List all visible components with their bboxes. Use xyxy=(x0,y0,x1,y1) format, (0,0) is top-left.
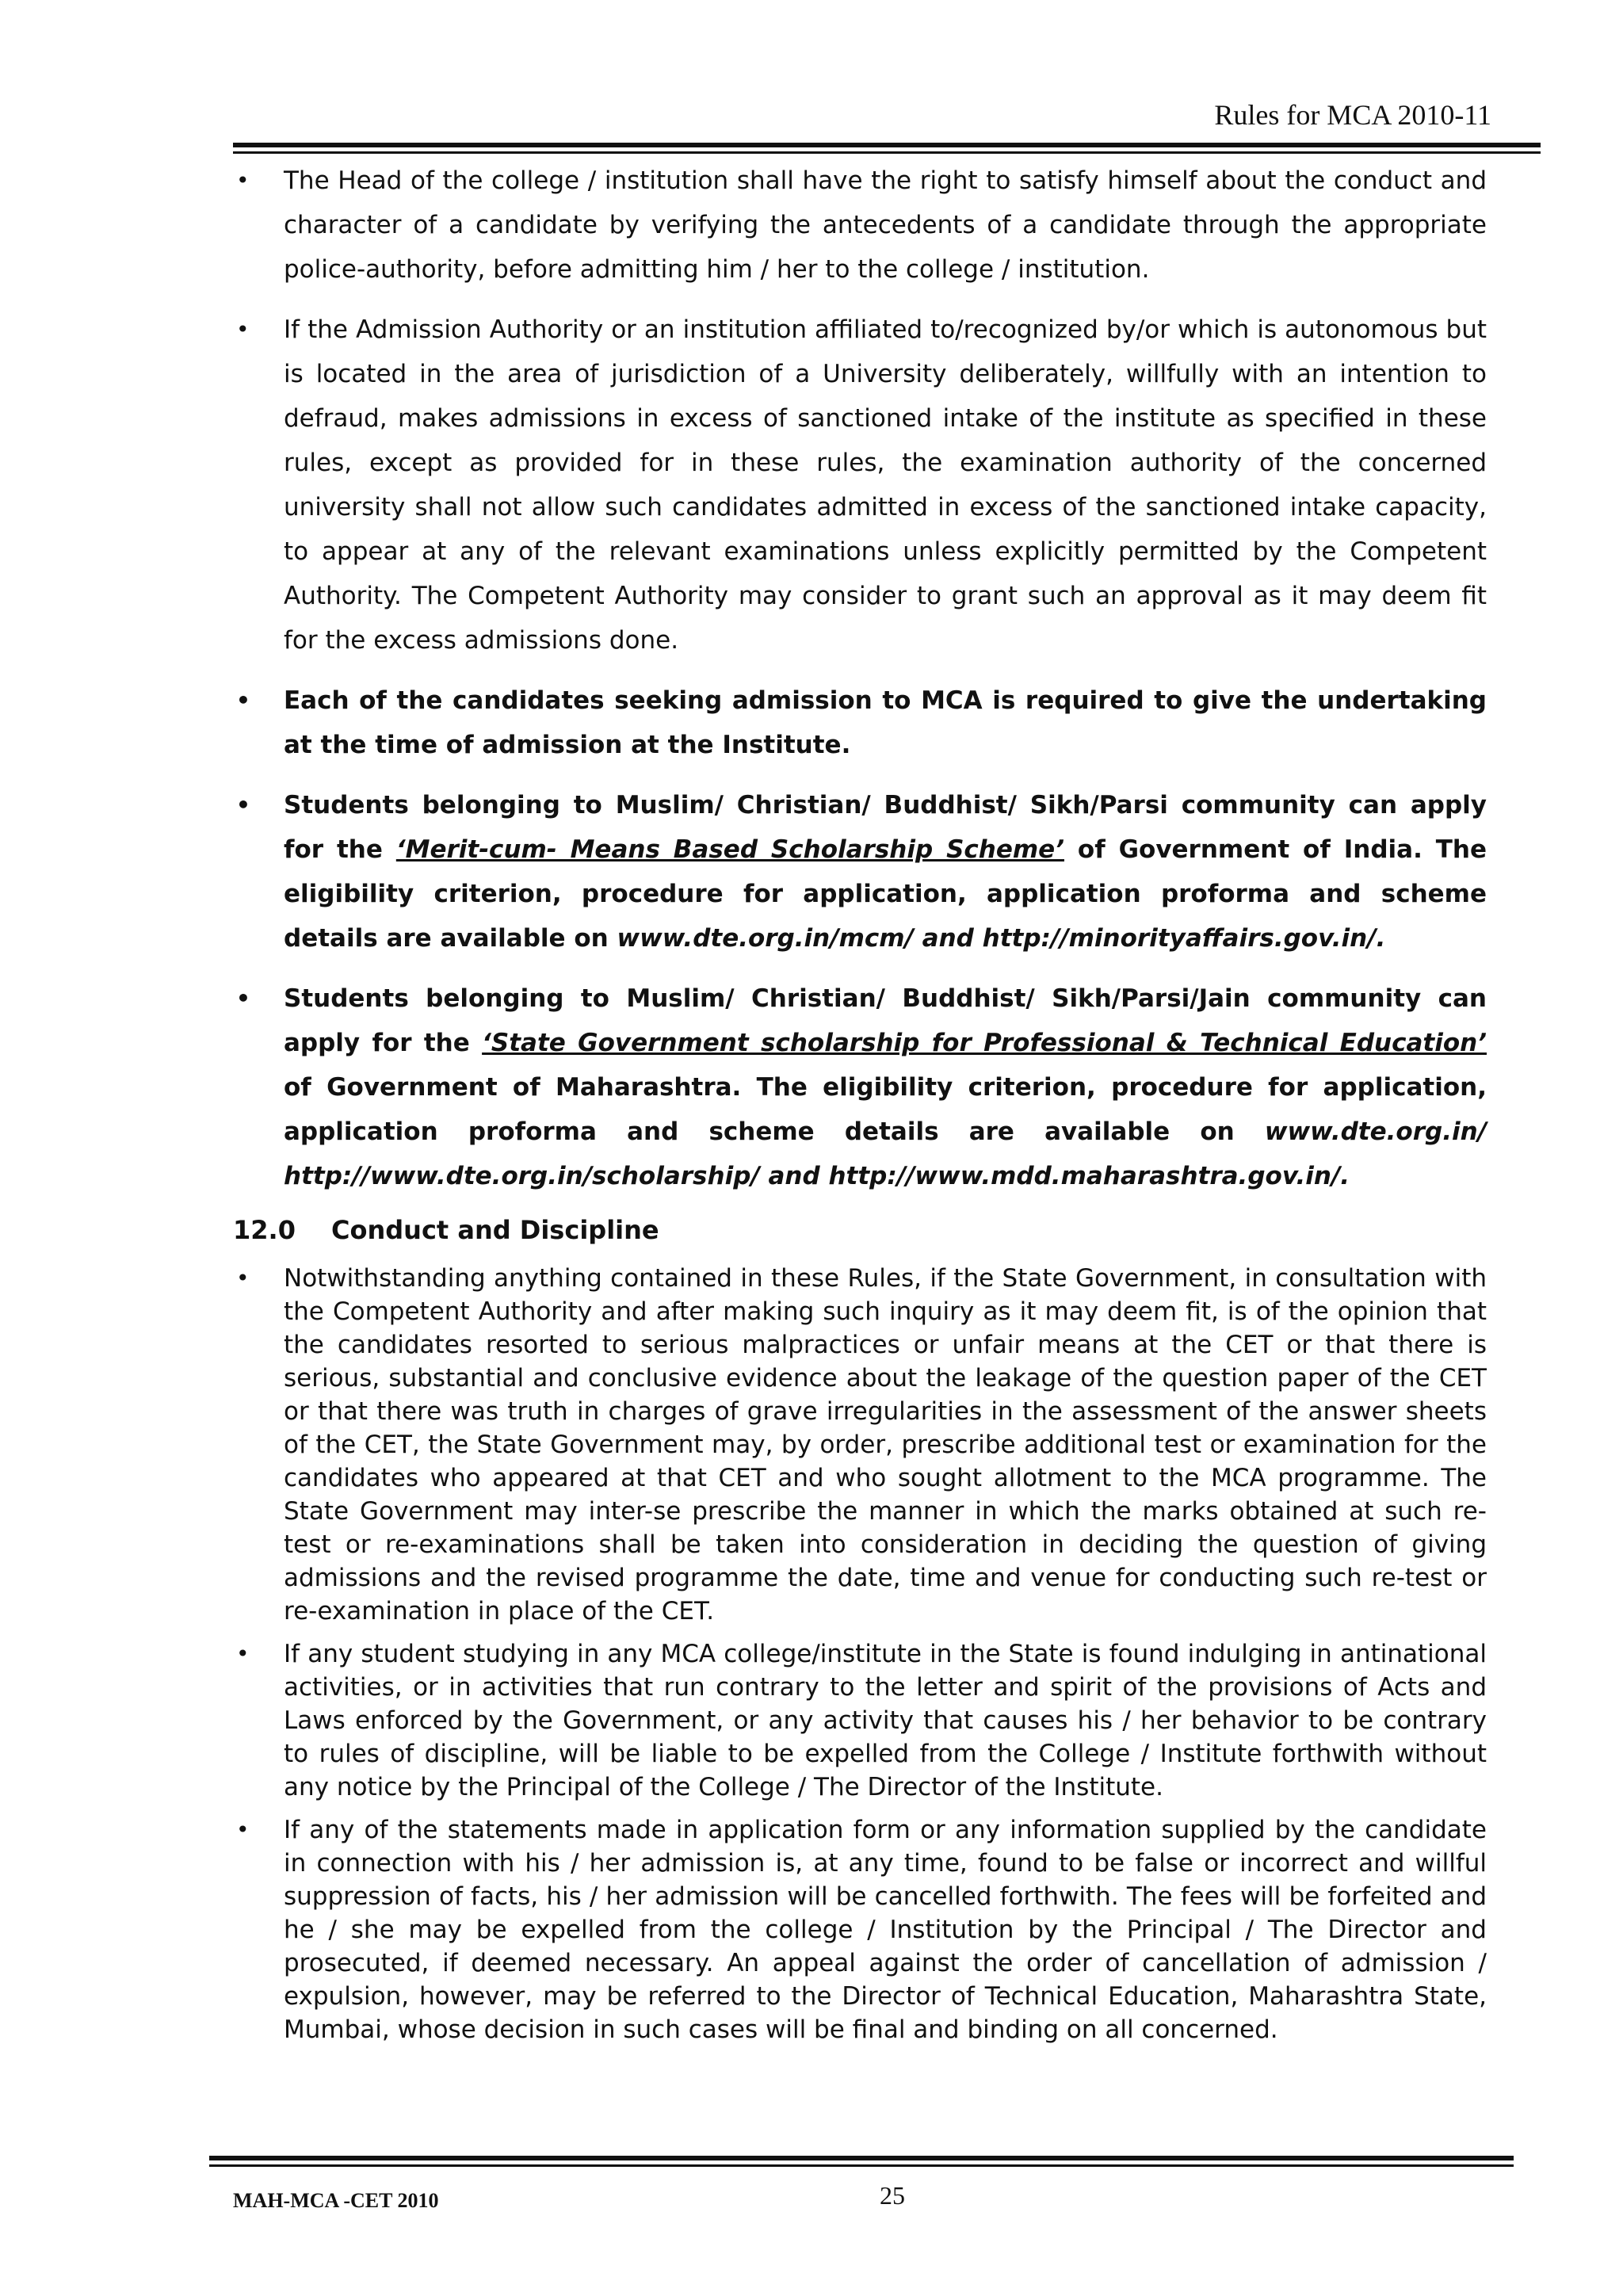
scholarship-text-pre: Students belonging to Muslim/ Christian/ Buddhist/ Sikh/Parsi/Jain community can apply for the xyxy=(284,984,1487,1057)
list-item-text: If any of the statements made in application form or any information supplied by the candidate in connection with his / her admission is, at any time, found to be false or incorrect and willful suppression of facts, his / her admission will be cancelled forthwith. The fees will be forfeited and he / she may be expelled from the college / Institution by the Principal / The Director and prosecuted, if deemed necessary. An appeal against the order of cancellation of admission / expulsion, however, may be referred to the Director of Technical Education, Maharashtra State, Mumbai, whose decision in such cases will be final and binding on all concerned. xyxy=(284,1816,1487,2044)
bullet-icon: • xyxy=(236,1817,250,1843)
list-item-text: If any student studying in any MCA college/institute in the State is found indulging in antinational activities, or in activities that run contrary to the letter and spirit of the provisions of Acts and Laws enforced by the Government, or any activity that causes his / her behavior to be contrary to rules of discipline, will be liable to be expelled from the College / Institute forthwith without any notice by the Principal of the College / The Director of the Institute. xyxy=(284,1640,1487,1801)
list-item xyxy=(233,678,1487,767)
page-content xyxy=(233,159,1487,2056)
bullet-icon: • xyxy=(236,1641,250,1667)
scholarship-links[interactable]: www.dte.org.in/ http://www.dte.org.in/scholarship/ and http://www.mdd.maharashtra.gov.in/. xyxy=(284,1117,1487,1190)
list-item-text: Each of the candidates seeking admission to MCA is required to give the undertaking at the time of admission at the Institute. xyxy=(284,686,1487,759)
header-rule xyxy=(233,143,1541,154)
footer-exam-name: MAH-MCA -CET 2010 xyxy=(233,2189,439,2212)
list-item-text: If the Admission Authority or an institution affiliated to/recognized by/or which is autonomous but is located in the area of jurisdiction of a University deliberately, willfully with an intention to defraud, makes admissions in excess of sanctioned intake of the institute as specified in these rules, except as provided for in these rules, the examination authority of the concerned university shall not allow such candidates admitted in excess of the sanctioned intake capacity, to appear at any of the relevant examinations unless explicitly permitted by the Competent Authority. The Competent Authority may consider to grant such an approval as it may deem fit for the excess admissions done. xyxy=(284,315,1487,655)
section-bullet-list xyxy=(233,1262,1487,2046)
page-header-title: Rules for MCA 2010-11 xyxy=(1214,99,1491,131)
scholarship-text-mid: of Government of Maharashtra. The eligibility criterion, procedure for application, application proforma and scheme details are available on xyxy=(284,1073,1487,1146)
list-item xyxy=(233,1813,1487,2046)
list-item xyxy=(233,1262,1487,1628)
scholarship-item-state xyxy=(233,976,1487,1198)
bullet-icon: • xyxy=(236,167,250,193)
scholarship-text-pre: Students belonging to Muslim/ Christian/ Buddhist/ Sikh/Parsi community can apply for the xyxy=(284,791,1487,864)
page-number: 25 xyxy=(880,2181,905,2210)
bullet-icon: • xyxy=(236,1265,250,1291)
list-item-text: Notwithstanding anything contained in these Rules, if the State Government, in consultation with the Competent Authority and after making such inquiry as it may deem fit, is of the opinion that the candidates resorted to serious malpractices or unfair means at the CET or that there is serious, substantial and conclusive evidence about the leakage of the question paper of the CET or that there was truth in charges of grave irregularities in the assessment of the answer sheets of the CET, the State Government may, by order, prescribe additional test or examination for the candidates who appeared at that CET and who sought allotment to the MCA programme. The State Government may inter-se prescribe the manner in which the marks obtained at such re-test or re-examinations shall be taken into consideration in deciding the question of giving admissions and the revised programme the date, time and venue for conducting such re-test or re-examination in place of the CET. xyxy=(284,1264,1487,1626)
scholarship-scheme-name: ‘Merit-cum- Means Based Scholarship Scheme’ xyxy=(395,835,1064,864)
list-item xyxy=(233,308,1487,663)
section-number: 12.0 xyxy=(233,1215,296,1245)
footer-rule xyxy=(209,2156,1514,2167)
bullet-icon: • xyxy=(236,316,250,342)
top-bullet-list xyxy=(233,159,1487,1198)
section-title: Conduct and Discipline xyxy=(331,1215,659,1245)
scholarship-text-mid: of Government of India. The eligibility criterion, procedure for application, application proforma and scheme details are available on xyxy=(284,835,1487,953)
list-item xyxy=(233,1637,1487,1804)
list-item xyxy=(233,159,1487,292)
bullet-icon: • xyxy=(236,792,250,818)
scholarship-item-central xyxy=(233,783,1487,961)
bullet-icon: • xyxy=(236,687,250,713)
scholarship-links[interactable]: www.dte.org.in/mcm/ and http://minorityaffairs.gov.in/. xyxy=(617,924,1386,953)
scholarship-scheme-name: ‘State Government scholarship for Professional & Technical Education’ xyxy=(482,1029,1487,1057)
section-heading xyxy=(233,1214,1487,1246)
list-item-text: The Head of the college / institution shall have the right to satisfy himself about the conduct and character of a candidate by verifying the antecedents of a candidate through the appropriate police-authority, before admitting him / her to the college / institution. xyxy=(284,166,1487,284)
bullet-icon: • xyxy=(236,985,250,1011)
